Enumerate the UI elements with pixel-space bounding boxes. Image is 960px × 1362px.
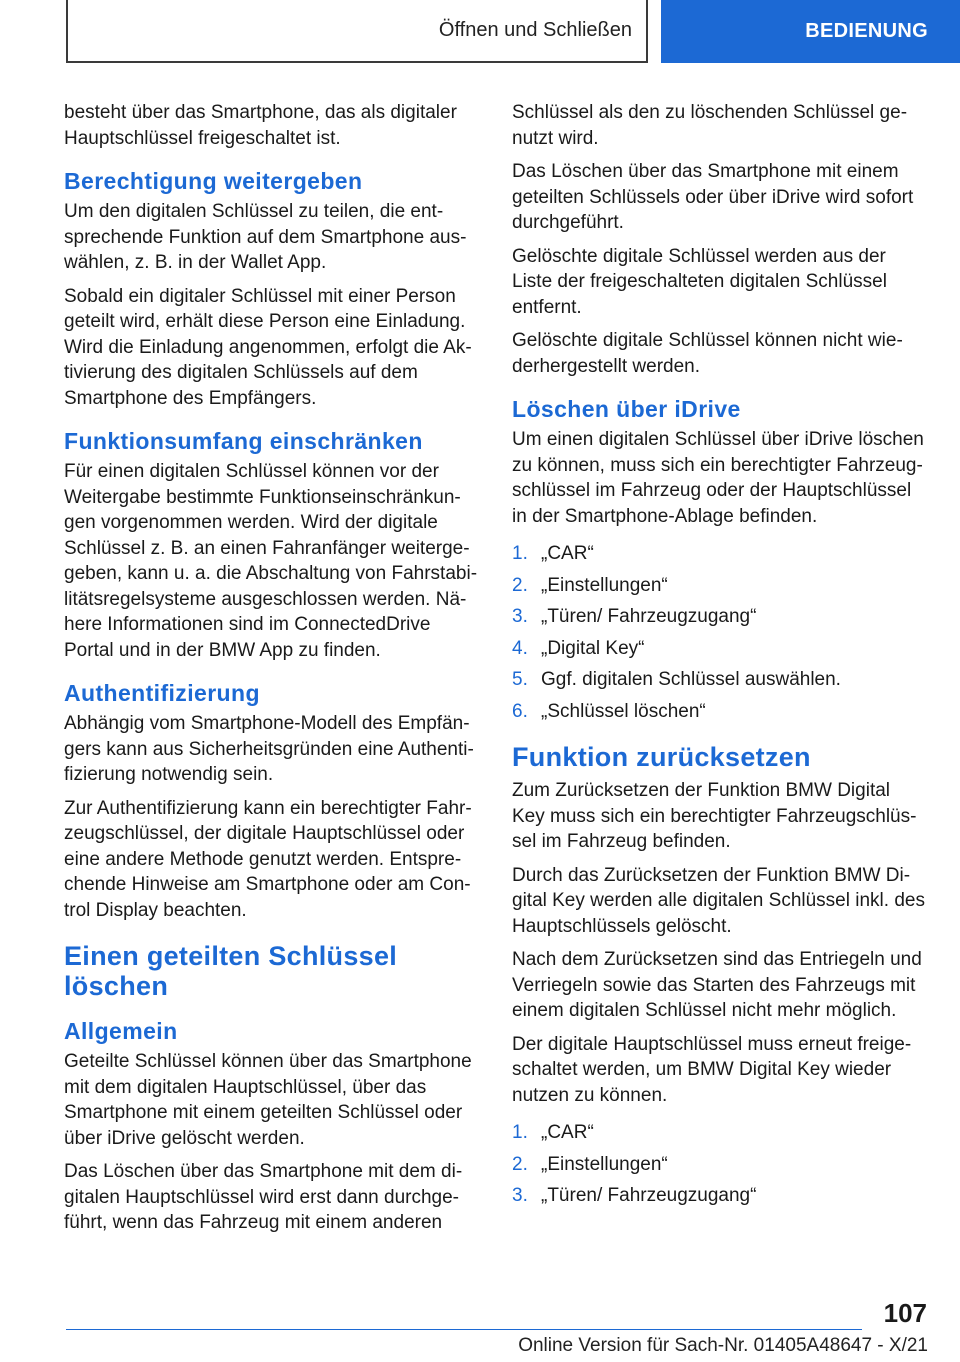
- page-header: [0, 0, 960, 66]
- paragraph: Um einen digitalen Schlüssel über iDrive löschen zu können, muss sich ein berechtigter Fahrzeugschlüssel im Fahrzeug oder der Hauptschlüssel in der Smartphone-Ablage befinden.: [512, 429, 924, 527]
- paragraph: Für einen digitalen Schlüssel können vor der Weitergabe bestimmte Funktionseinschränkungen vorgenommen werden. Wird der digitale Schlüssel z. B. an einen Fahranfänger weitergegeben, kann u. a. die Abschaltung von Fahrstabilitätsregelsysteme ausgeschlossen werden. Nähere Informationen sind im ConnectedDrive Portal und in der BMW App zu finden.: [64, 461, 478, 661]
- step-text: „Einstellungen“: [541, 574, 668, 596]
- idrive-steps-list: [512, 541, 928, 724]
- online-version-note: Online Version für Sach-Nr. 01405A48647 - X/21: [518, 1335, 928, 1356]
- paragraph: Das Löschen über das Smartphone mit dem digitalen Hauptschlüssel wird erst dann durchgeführt, wenn das Fahrzeug mit einem anderen: [64, 1161, 463, 1233]
- step-number: 1.: [512, 543, 528, 564]
- paragraph: besteht über das Smartphone, das als digitaler Hauptschlüssel freigeschaltet ist.: [64, 102, 457, 149]
- list-item: [512, 1183, 928, 1209]
- left-column: [64, 100, 479, 1244]
- right-column: [512, 100, 928, 1219]
- reset-steps-list: [512, 1120, 928, 1209]
- chapter-tab: BEDIENUNG: [661, 0, 960, 63]
- step-text: Ggf. digitalen Schlüssel auswählen.: [541, 669, 841, 690]
- step-text: „CAR“: [541, 543, 594, 564]
- step-number: 3.: [512, 1185, 528, 1206]
- list-item: [512, 604, 928, 630]
- paragraph: Durch das Zurücksetzen der Funktion BMW Digital Key werden alle digitalen Schlüssel inkl. des Hauptschlüssels gelöscht.: [512, 864, 925, 937]
- list-item: [512, 636, 928, 662]
- step-text: „Einstellungen“: [541, 1153, 668, 1175]
- paragraph: Schlüssel als den zu löschenden Schlüssel genutzt wird.: [512, 102, 908, 149]
- heading-funktionsumfang: Funktionsumfang einschränken: [64, 428, 423, 454]
- heading-geteilten-schluessel-loeschen: Einen geteilten Schlüssel löschen: [64, 941, 398, 1001]
- paragraph: Sobald ein digitaler Schlüssel mit einer Person geteilt wird, erhält diese Person eine Einladung. Wird die Einladung angenommen, erfolgt die Aktivierung des digitalen Schlüssels auf dem Smartphone des Empfängers.: [64, 285, 472, 409]
- list-item: [512, 1120, 928, 1146]
- footer-divider: [66, 1329, 862, 1330]
- list-item: [512, 573, 928, 599]
- list-item: [512, 667, 928, 693]
- heading-berechtigung-weitergeben: Berechtigung weitergeben: [64, 168, 363, 194]
- step-number: 6.: [512, 700, 528, 722]
- list-item: [512, 699, 928, 725]
- paragraph: Zum Zurücksetzen der Funktion BMW Digital Key muss sich ein berechtigter Fahrzeugschlüssel im Fahrzeug befinden.: [512, 780, 917, 852]
- section-title: Öffnen und Schließen: [66, 0, 648, 63]
- list-item: [512, 1152, 928, 1178]
- paragraph: Um den digitalen Schlüssel zu teilen, die entsprechende Funktion auf dem Smartphone auswählen, z. B. in der Wallet App.: [64, 201, 467, 273]
- paragraph: Abhängig vom Smartphone-Modell des Empfängers kann aus Sicherheitsgründen eine Authentifizierung notwendig sein.: [64, 713, 474, 785]
- step-number: 4.: [512, 637, 528, 659]
- heading-loeschen-ueber-idrive: Löschen über iDrive: [512, 396, 741, 422]
- paragraph: Zur Authentifizierung kann ein berechtigter Fahrzeugschlüssel, der digitale Hauptschlüssel oder eine andere Methode genutzt werden. Entsprechende Hinweise am Smartphone oder am Control Display beachten.: [64, 797, 472, 921]
- paragraph: Geteilte Schlüssel können über das Smartphone mit dem digitalen Hauptschlüssel, über das Smartphone mit einem geteilten Schlüssel oder über iDrive gelöscht werden.: [64, 1051, 472, 1149]
- paragraph: Das Löschen über das Smartphone mit einem geteilten Schlüssels oder über iDrive wird sofort durchgeführt.: [512, 161, 914, 233]
- paragraph: Gelöschte digitale Schlüssel können nicht wiederhergestellt werden.: [512, 330, 903, 377]
- step-text: „CAR“: [541, 1122, 594, 1143]
- step-text: „Digital Key“: [541, 637, 645, 659]
- paragraph: Gelöschte digitale Schlüssel werden aus der Liste der freigeschalteten digitalen Schlüssel entfernt.: [512, 245, 887, 318]
- paragraph: Der digitale Hauptschlüssel muss erneut freigeschaltet werden, um BMW Digital Key wieder nutzen zu können.: [512, 1033, 912, 1106]
- list-item: [512, 541, 928, 567]
- step-number: 2.: [512, 574, 528, 596]
- step-number: 5.: [512, 669, 528, 690]
- paragraph: Nach dem Zurücksetzen sind das Entriegeln und Verriegeln sowie das Starten des Fahrzeugs mit einem digitalen Schlüssel nicht mehr möglich.: [512, 949, 922, 1021]
- step-text: „Türen/ Fahrzeugzugang“: [541, 606, 757, 627]
- step-number: 2.: [512, 1153, 528, 1175]
- page-number: 107: [883, 1298, 927, 1328]
- step-number: 3.: [512, 606, 528, 627]
- heading-allgemein: Allgemein: [64, 1018, 178, 1044]
- step-text: „Türen/ Fahrzeugzugang“: [541, 1185, 757, 1206]
- step-number: 1.: [512, 1122, 528, 1143]
- heading-funktion-zuruecksetzen: Funktion zurücksetzen: [512, 742, 811, 772]
- heading-authentifizierung: Authentifizierung: [64, 680, 260, 706]
- step-text: „Schlüssel löschen“: [541, 700, 706, 722]
